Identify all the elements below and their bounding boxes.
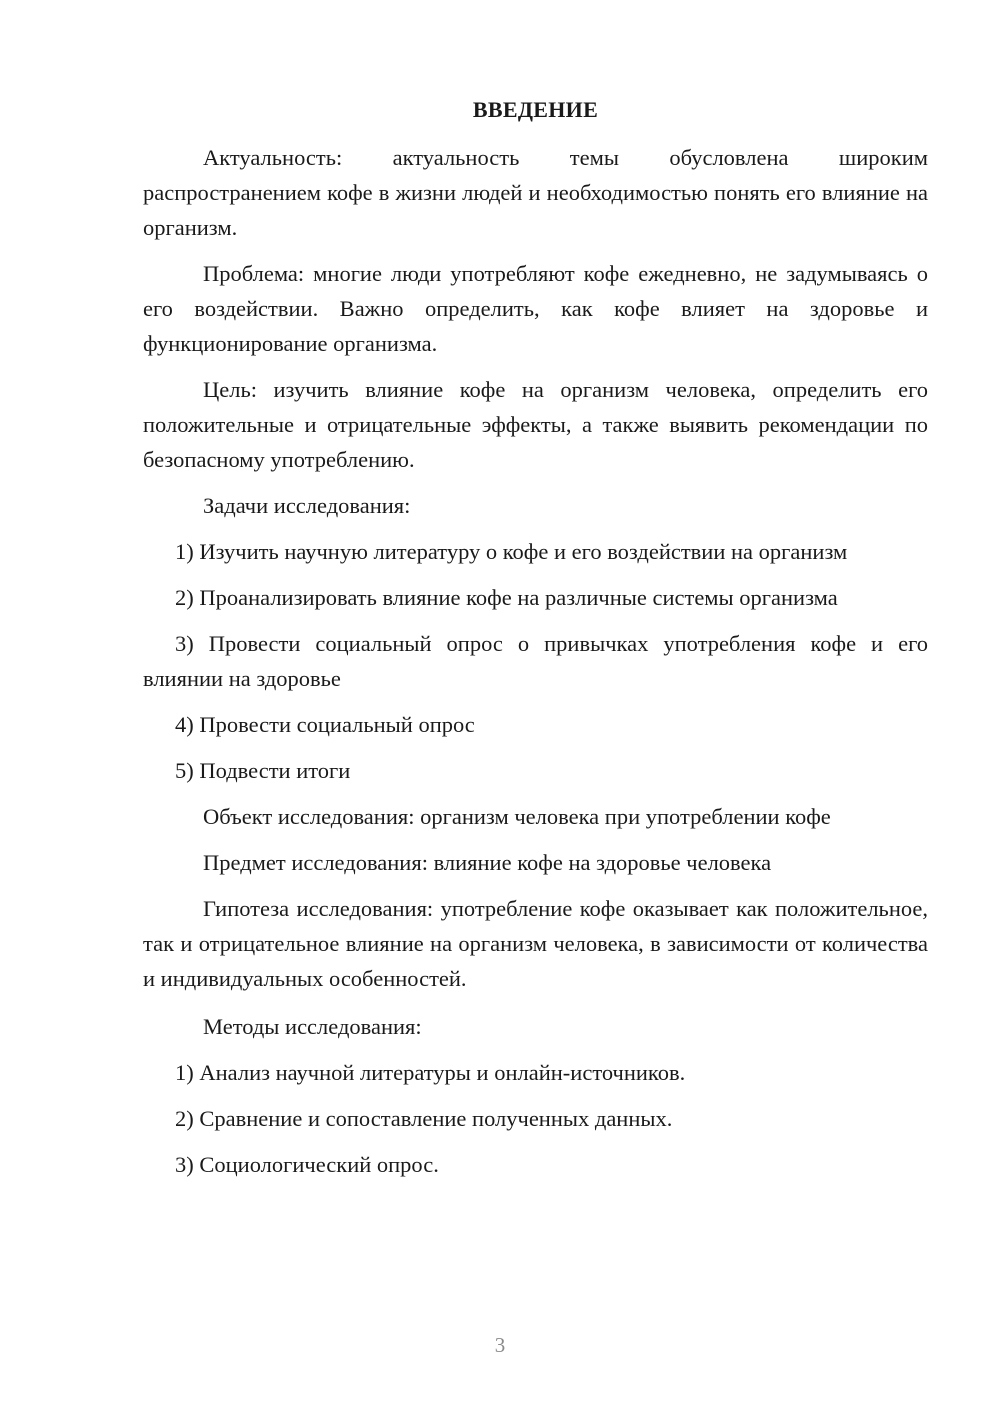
list-item: 4) Провести социальный опрос	[175, 712, 475, 737]
page-title: ВВЕДЕНИЕ	[472, 97, 599, 122]
subject-paragraph: Предмет исследования: влияние кофе на здоровье человека	[203, 850, 772, 875]
document-page	[143, 92, 928, 1193]
tasks-list	[143, 534, 928, 788]
list-item: 2) Проанализировать влияние кофе на различные системы организма	[175, 585, 838, 610]
list-item: 3) Социологический опрос.	[175, 1152, 439, 1177]
methods-list	[143, 1055, 928, 1182]
list-item: 1) Анализ научной литературы и онлайн-источников.	[175, 1060, 686, 1085]
object-paragraph: Объект исследования: организм человека при употреблении кофе	[203, 804, 831, 829]
tasks-heading: Задачи исследования:	[203, 493, 411, 518]
page-number: 3	[494, 1333, 506, 1357]
goal-paragraph: Цель: изучить влияние кофе на организм человека, определить его положительные и отрицательные эффекты, а также выявить рекомендации по безопасному употреблению.	[143, 377, 928, 472]
hypothesis-paragraph: Гипотеза исследования: употребление кофе оказывает как положительное, так и отрицательное влияние на организм человека, в зависимости от количества и индивидуальных особенностей.	[143, 896, 928, 991]
relevance-paragraph: Актуальность: актуальность темы обусловлена широким распространением кофе в жизни людей и необходимостью понять его влияние на организм.	[143, 145, 928, 240]
list-item: 5) Подвести итоги	[175, 758, 351, 783]
list-item: 3) Провести социальный опрос о привычках употребления кофе и его влиянии на здоровье	[143, 631, 928, 691]
list-item: 2) Сравнение и сопоставление полученных данных.	[175, 1106, 673, 1131]
problem-paragraph: Проблема: многие люди употребляют кофе ежедневно, не задумываясь о его воздействии. Важно определить, как кофе влияет на здоровье и функционирование организма.	[143, 261, 928, 356]
list-item: 1) Изучить научную литературу о кофе и его воздействии на организм	[175, 539, 848, 564]
methods-heading: Методы исследования:	[203, 1014, 422, 1039]
